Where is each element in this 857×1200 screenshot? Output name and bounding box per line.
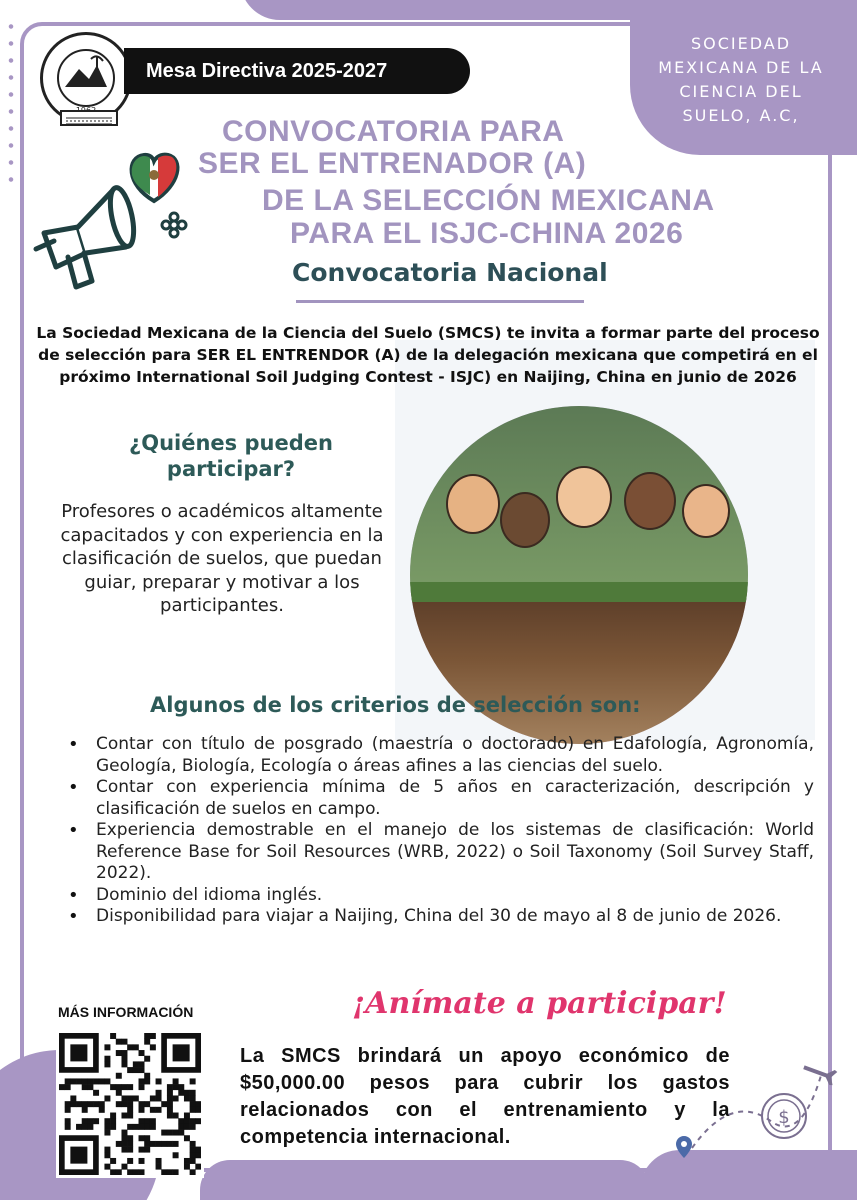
child-figure <box>446 474 500 534</box>
org-name-line: SUELO, A.C, <box>682 106 800 125</box>
title-line-1: CONVOCATORIA PARA <box>222 115 565 148</box>
qr-code-graphic <box>59 1033 201 1175</box>
svg-text:$: $ <box>778 1107 790 1128</box>
list-item: • Disponibilidad para viajar a Naijing, China del 30 de mayo al 8 de junio de 2026. <box>62 906 814 928</box>
criteria-title: Algunos de los criterios de selección son: <box>150 693 641 717</box>
mexico-heart-icon <box>132 155 178 201</box>
title-line-4: PARA EL ISJC-CHINA 2026 <box>290 217 684 250</box>
qr-code[interactable] <box>56 1030 204 1178</box>
who-can-participate-title: ¿Quiénes pueden participar? <box>129 431 333 481</box>
child-figure <box>556 466 612 528</box>
list-item: • Contar con título de posgrado (maestría o doctorado) en Edafología, Agronomía, Geología, Biología, Ecología o áreas afines a las ciencias del suelo. <box>62 734 814 777</box>
subtitle: Convocatoria Nacional <box>292 258 608 287</box>
organization-name <box>636 32 846 128</box>
subtitle-underline <box>296 300 584 303</box>
megaphone-icon <box>26 145 196 295</box>
intro-paragraph: La Sociedad Mexicana de la Ciencia del Suelo (SMCS) te invita a formar parte del proceso de selección para SER EL ENTRENDOR (A) de la delegación mexicana que competirá en el próximo International Soil Judging Contest - ISJC) en Naijing, China en junio de 2026 <box>36 324 820 386</box>
travel-decoration <box>672 1052 842 1172</box>
logo-plate <box>60 110 118 126</box>
child-figure <box>500 492 550 548</box>
child-figure <box>682 484 730 538</box>
decor-dots <box>4 18 18 188</box>
dollar-coin-icon <box>762 1094 806 1138</box>
kids-exploring-soil-illustration <box>388 406 774 736</box>
more-info-title: MÁS INFORMACIÓN <box>58 1004 194 1020</box>
org-name-line: CIENCIA DEL <box>679 82 803 101</box>
list-item: • Dominio del idioma inglés. <box>62 885 814 907</box>
financial-support-text: La SMCS brindará un apoyo económico de $50,000.00 pesos para cubrir los gastos relacionados con el entrenamiento y la competencia internacional. <box>240 1045 730 1148</box>
org-name-line: MEXICANA DE LA <box>658 58 824 77</box>
flower-icon <box>162 213 186 237</box>
child-figure <box>624 472 676 530</box>
airplane-icon <box>801 1060 837 1086</box>
board-badge: Mesa Directiva 2025-2027 <box>124 48 470 94</box>
grass-strip <box>410 582 748 602</box>
location-pin-icon <box>676 1136 692 1158</box>
title-line-2: SER EL ENTRENADOR (A) <box>198 147 587 180</box>
cheer-heading: ¡Anímate a participar! <box>352 986 727 1021</box>
title-line-3: DE LA SELECCIÓN MEXICANA <box>262 184 715 217</box>
criteria-list <box>62 734 814 928</box>
soil-profile <box>410 592 748 744</box>
who-can-participate-text: Profesores o académicos altamente capacitados y con experiencia en la clasificación de suelos, que puedan guiar, preparar y motivar a los participantes. <box>60 501 384 616</box>
list-item: • Experiencia demostrable en el manejo de los sistemas de clasificación: World Reference Base for Soil Resources (WRB, 2022) o Soil Taxonomy (Soil Survey Staff, 2022). <box>62 820 814 885</box>
org-name-line: SOCIEDAD <box>690 34 792 53</box>
list-item: • Contar con experiencia mínima de 5 años en caracterización, descripción y clasificación de suelos en campo. <box>62 777 814 820</box>
